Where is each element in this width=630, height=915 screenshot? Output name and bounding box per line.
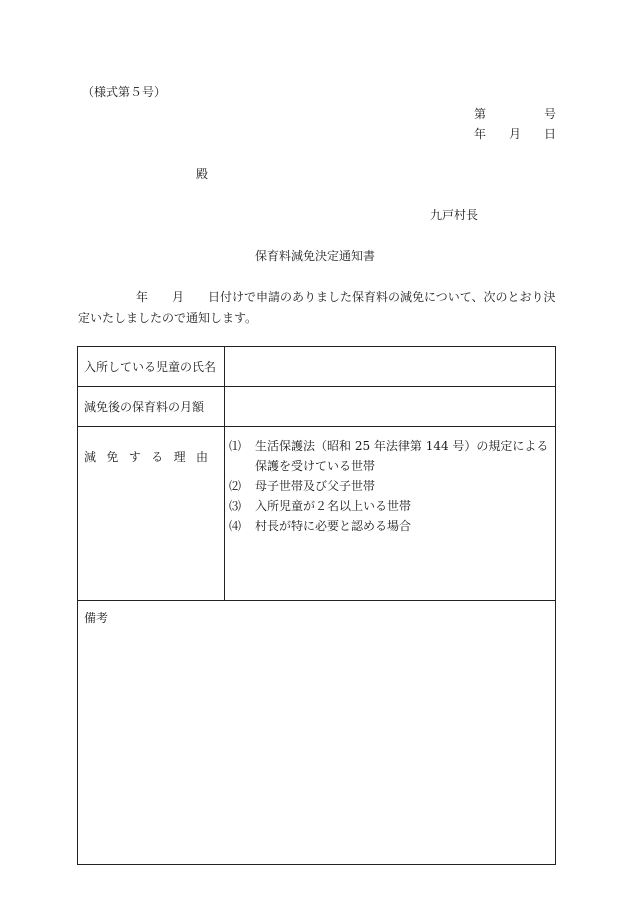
body-line-1 <box>78 291 556 303</box>
list-item <box>229 436 551 476</box>
reason-list <box>225 427 556 601</box>
issuer-name: 九戸村長 <box>430 208 479 222</box>
table-row <box>78 387 556 427</box>
date-month: 月 <box>509 127 522 141</box>
reason-number: ⑴ <box>229 439 242 453</box>
remarks-cell <box>78 601 556 865</box>
reason-label <box>78 427 225 601</box>
reason-number: ⑵ <box>229 479 242 493</box>
table-row <box>78 347 556 387</box>
date-year: 年 <box>474 127 487 141</box>
reason-label-char: る <box>151 450 164 464</box>
reason-text: 入所児童が２名以上いる世帯 <box>255 499 412 513</box>
body-line-2: 定いたしましたので通知します。 <box>78 311 258 325</box>
reason-text: 生活保護法（昭和 25 年法律第 144 号）の規定による保護を受けている世帯 <box>255 439 549 473</box>
reason-text: 母子世帯及び父子世帯 <box>255 479 376 493</box>
doc-number-suffix: 号 <box>544 107 557 121</box>
reason-text: 村長が特に必要と認める場合 <box>255 519 412 533</box>
reason-label-char: 由 <box>195 450 208 464</box>
monthly-fee-label: 減免後の保育料の月額 <box>78 387 225 427</box>
list-item <box>229 516 551 536</box>
doc-number-prefix: 第 <box>474 107 487 121</box>
table-row <box>78 601 556 865</box>
reason-label-char: 理 <box>173 450 186 464</box>
remarks-label: 備考 <box>84 611 109 625</box>
body-year: 年 <box>136 290 149 304</box>
date-day: 日 <box>544 127 557 141</box>
notice-table <box>77 346 556 865</box>
form-number: （様式第５号） <box>82 85 167 99</box>
body-month: 月 <box>172 290 185 304</box>
child-name-label: 入所している児童の氏名 <box>78 347 225 387</box>
reason-label-char: 減 <box>84 450 97 464</box>
addressee-honorific: 殿 <box>196 167 209 181</box>
list-item <box>229 496 551 516</box>
child-name-value <box>225 347 556 387</box>
document-title: 保育料減免決定通知書 <box>254 249 375 263</box>
body-rest: 日付けで申請のありました保育料の減免について、次のとおり決 <box>208 290 556 304</box>
reason-label-char: 免 <box>106 450 119 464</box>
monthly-fee-value <box>225 387 556 427</box>
reason-number: ⑶ <box>229 499 242 513</box>
list-item <box>229 476 551 496</box>
table-row <box>78 427 556 601</box>
reason-label-char: す <box>128 450 141 464</box>
reason-number: ⑷ <box>229 519 242 533</box>
